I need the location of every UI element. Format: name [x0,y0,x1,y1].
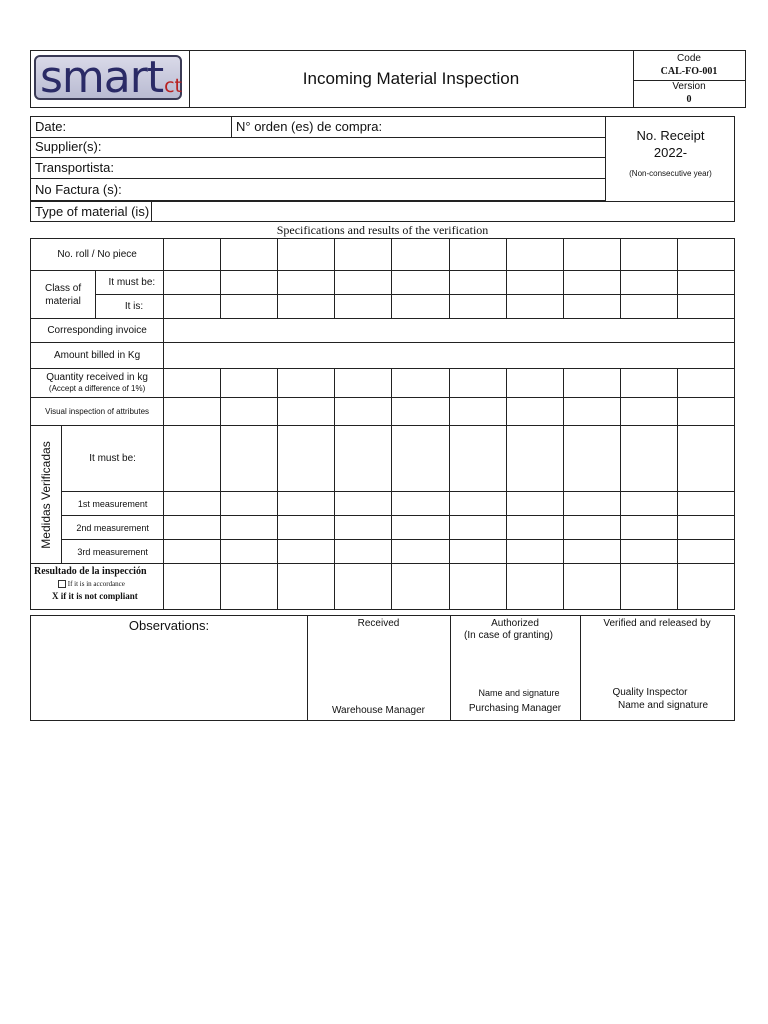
version-block [633,80,745,107]
input-cell[interactable] [563,426,620,492]
input-cell[interactable] [278,492,335,516]
spec-table [30,238,735,610]
input-cell[interactable] [164,564,221,610]
input-cell[interactable] [506,239,563,271]
receipt-title: No. Receipt [636,128,705,143]
logo-main-text: smart [40,52,164,103]
input-cell[interactable] [563,540,620,564]
observations-cell[interactable] [31,616,308,720]
company-logo [34,52,182,103]
input-cell[interactable] [392,239,449,271]
input-cell[interactable] [335,492,392,516]
input-cell[interactable] [221,564,278,610]
class-is-row [31,295,735,319]
input-cell[interactable] [221,398,278,426]
meas-must-label: It must be: [62,426,164,492]
meas3-label: 3rd measurement [62,540,164,564]
input-cell[interactable] [563,295,620,319]
input-cell[interactable] [392,564,449,610]
input-cell[interactable] [278,239,335,271]
input-cell[interactable] [449,239,506,271]
input-cell[interactable] [278,426,335,492]
authorized-label: Authorized [491,618,539,629]
input-cell[interactable] [563,398,620,426]
input-cell[interactable] [221,426,278,492]
input-cell[interactable] [506,369,563,398]
input-cell[interactable] [506,271,563,295]
input-cell[interactable] [164,540,221,564]
meas3-row [31,540,735,564]
input-cell[interactable] [392,426,449,492]
input-cell[interactable] [164,516,221,540]
result-label: Resultado de la inspección [34,566,147,577]
input-cell[interactable] [563,516,620,540]
result-x-label: X if it is not compliant [52,591,138,601]
input-cell[interactable] [677,369,734,398]
info-block [30,116,735,222]
granting-label: (In case of granting) [464,630,553,641]
input-cell[interactable] [506,564,563,610]
input-cell[interactable] [449,271,506,295]
input-cell[interactable] [392,295,449,319]
input-cell[interactable] [620,540,677,564]
logo-cell [31,51,190,107]
input-cell[interactable] [620,239,677,271]
class-must-label: It must be: [96,271,164,295]
code-value: CAL-FO-001 [660,66,718,77]
input-cell[interactable] [449,492,506,516]
input-cell[interactable] [563,564,620,610]
input-cell[interactable] [449,516,506,540]
input-cell[interactable] [278,295,335,319]
amount-billed-row [31,343,735,369]
input-cell[interactable] [563,271,620,295]
meas2-label: 2nd measurement [62,516,164,540]
input-cell[interactable] [620,564,677,610]
code-block [633,51,745,81]
input-cell[interactable] [278,271,335,295]
result-ok-label: If it is in accordance [67,580,125,588]
result-cell [31,564,164,610]
supplier-row[interactable] [31,137,605,158]
qty-received-label: Quantity received in kg [46,372,148,383]
visual-label: Visual inspection of attributes [31,398,164,426]
input-cell[interactable] [677,564,734,610]
input-cell[interactable] [278,540,335,564]
corr-invoice-row [31,319,735,343]
date-label: Date: [35,119,67,134]
signature-block [30,615,735,721]
input-cell[interactable] [164,295,221,319]
input-cell[interactable] [335,426,392,492]
version-value: 0 [686,94,692,105]
roll-row [31,239,735,271]
input-cell[interactable] [392,369,449,398]
input-cell[interactable] [677,426,734,492]
corr-invoice-input[interactable] [164,319,735,343]
material-type-label: Type of material (is) [31,202,152,222]
code-version-cell [633,51,745,107]
input-cell[interactable] [278,564,335,610]
input-cell[interactable] [677,516,734,540]
checkbox-icon [58,580,66,588]
input-cell[interactable] [335,564,392,610]
spec-caption: Specifications and results of the verification [276,223,489,237]
form-header [30,50,746,108]
input-cell[interactable] [221,492,278,516]
input-cell[interactable] [164,426,221,492]
input-cell[interactable] [449,540,506,564]
received-label: Received [357,618,400,629]
input-cell[interactable] [563,492,620,516]
input-cell[interactable] [563,239,620,271]
carrier-row[interactable] [31,158,605,179]
result-ok-line [34,578,163,590]
amount-billed-input[interactable] [164,343,735,369]
name-signature-label-2: Name and signature [617,700,709,711]
receipt-note: (Non-consecutive year) [629,169,712,178]
input-cell[interactable] [449,369,506,398]
input-cell[interactable] [221,295,278,319]
class-is-label: It is: [96,295,164,319]
carrier-label: Transportista: [35,160,114,175]
corr-invoice-label: Corresponding invoice [31,319,164,343]
input-cell[interactable] [506,398,563,426]
material-type-row[interactable] [31,201,734,222]
input-cell[interactable] [677,295,734,319]
meas-must-row [31,426,735,492]
qty-received-note: (Accept a difference of 1%) [48,384,146,393]
input-cell[interactable] [677,239,734,271]
input-cell[interactable] [335,540,392,564]
date-row[interactable] [31,117,605,138]
qty-received-cell [31,369,164,398]
amount-billed-label: Amount billed in Kg [31,343,164,369]
input-cell[interactable] [335,239,392,271]
purchasing-label: Purchasing Manager [468,703,562,714]
receipt-year: 2022- [653,145,688,160]
order-label: N° orden (es) de compra: [231,117,382,137]
authorized-cell[interactable] [450,616,581,720]
meas1-row [31,492,735,516]
quality-label: Quality Inspector [612,687,688,698]
input-cell[interactable] [620,492,677,516]
input-cell[interactable] [221,271,278,295]
input-cell[interactable] [221,239,278,271]
input-cell[interactable] [677,540,734,564]
class-must-row [31,271,735,295]
input-cell[interactable] [620,426,677,492]
input-cell[interactable] [335,369,392,398]
input-cell[interactable] [221,516,278,540]
verified-cell[interactable] [580,616,734,720]
warehouse-label: Warehouse Manager [331,705,425,716]
logo-sub-text: ct [164,75,182,97]
input-cell[interactable] [620,369,677,398]
input-cell[interactable] [392,540,449,564]
input-cell[interactable] [392,398,449,426]
input-cell[interactable] [620,295,677,319]
input-cell[interactable] [335,398,392,426]
input-cell[interactable] [506,295,563,319]
result-row [31,564,735,610]
name-signature-label: Name and signature [478,688,560,698]
version-label: Version [672,81,706,92]
roll-label: No. roll / No piece [31,239,164,271]
input-cell[interactable] [620,398,677,426]
supplier-label: Supplier(s): [35,139,102,154]
code-label: Code [677,53,701,64]
input-cell[interactable] [506,426,563,492]
meas1-label: 1st measurement [62,492,164,516]
form-title: Incoming Material Inspection [189,51,634,107]
input-cell[interactable] [392,492,449,516]
input-cell[interactable] [164,492,221,516]
input-cell[interactable] [449,398,506,426]
class-label: Class of material [31,271,96,319]
input-cell[interactable] [335,516,392,540]
input-cell[interactable] [563,369,620,398]
input-cell[interactable] [449,295,506,319]
input-cell[interactable] [620,516,677,540]
input-cell[interactable] [335,295,392,319]
visual-row [31,398,735,426]
receipt-cell [605,117,735,201]
input-cell[interactable] [221,369,278,398]
received-cell[interactable] [307,616,451,720]
input-cell[interactable] [164,369,221,398]
input-cell[interactable] [164,239,221,271]
meas2-row [31,516,735,540]
input-cell[interactable] [278,369,335,398]
input-cell[interactable] [506,516,563,540]
input-cell[interactable] [677,398,734,426]
input-cell[interactable] [164,271,221,295]
medidas-cell [31,426,62,564]
input-cell[interactable] [392,516,449,540]
qty-received-row [31,369,735,398]
observations-label: Observations: [128,618,210,633]
input-cell[interactable] [278,398,335,426]
invoice-row[interactable] [31,180,605,201]
input-cell[interactable] [335,271,392,295]
input-cell[interactable] [449,426,506,492]
input-cell[interactable] [164,398,221,426]
input-cell[interactable] [677,492,734,516]
medidas-label: Medidas Verificadas [39,440,54,549]
input-cell[interactable] [677,271,734,295]
input-cell[interactable] [506,540,563,564]
input-cell[interactable] [449,564,506,610]
input-cell[interactable] [392,271,449,295]
invoice-label: No Factura (s): [35,182,122,197]
verified-label: Verified and released by [603,618,711,629]
input-cell[interactable] [506,492,563,516]
input-cell[interactable] [221,540,278,564]
input-cell[interactable] [620,271,677,295]
input-cell[interactable] [278,516,335,540]
